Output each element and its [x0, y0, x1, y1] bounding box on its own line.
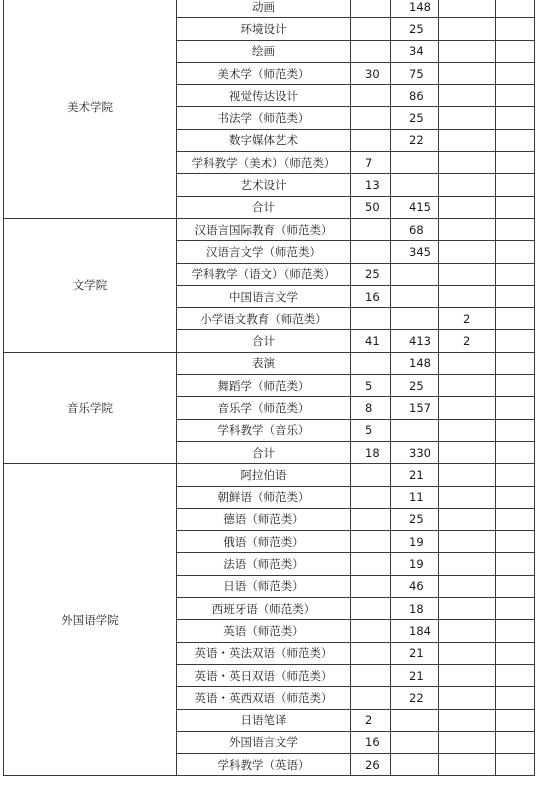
count-cell-2	[391, 754, 439, 776]
major-name-cell: 汉语言国际教育（师范类）	[177, 218, 351, 240]
empty-cell	[496, 598, 535, 620]
count-cell-1	[351, 308, 391, 330]
empty-cell	[496, 664, 535, 686]
major-name-cell: 艺术设计	[177, 174, 351, 196]
count-cell-1	[351, 620, 391, 642]
count-cell-3	[439, 620, 496, 642]
empty-cell	[496, 486, 535, 508]
major-name-cell: 学科教学（英语）	[177, 754, 351, 776]
count-cell-1	[351, 241, 391, 263]
count-cell-1: 41	[351, 330, 391, 352]
empty-cell	[496, 731, 535, 753]
empty-cell	[496, 754, 535, 776]
major-name-cell: 学科教学（音乐）	[177, 419, 351, 441]
count-cell-2	[391, 285, 439, 307]
count-cell-3	[439, 397, 496, 419]
count-cell-1	[351, 553, 391, 575]
empty-cell	[496, 241, 535, 263]
count-cell-2: 11	[391, 486, 439, 508]
count-cell-1	[351, 575, 391, 597]
subtotal-label-cell: 合计	[177, 441, 351, 463]
count-cell-2: 157	[391, 397, 439, 419]
count-cell-2: 22	[391, 687, 439, 709]
count-cell-1	[351, 664, 391, 686]
major-name-cell: 视觉传达设计	[177, 85, 351, 107]
college-name-cell: 文学院	[4, 218, 177, 352]
subtotal-label-cell: 合计	[177, 196, 351, 218]
empty-cell	[496, 375, 535, 397]
count-cell-2	[391, 174, 439, 196]
empty-cell	[496, 642, 535, 664]
empty-cell	[496, 508, 535, 530]
count-cell-1	[351, 531, 391, 553]
count-cell-3	[439, 129, 496, 151]
empty-cell	[496, 553, 535, 575]
count-cell-2: 68	[391, 218, 439, 240]
major-name-cell: 日语笔译	[177, 709, 351, 731]
empty-cell	[496, 575, 535, 597]
major-name-cell: 汉语言文学（师范类）	[177, 241, 351, 263]
empty-cell	[496, 285, 535, 307]
count-cell-2: 148	[391, 0, 439, 18]
major-name-cell: 学科教学（语文）（师范类）	[177, 263, 351, 285]
major-name-cell: 舞蹈学（师范类）	[177, 375, 351, 397]
major-name-cell: 阿拉伯语	[177, 464, 351, 486]
major-name-cell: 书法学（师范类）	[177, 107, 351, 129]
count-cell-1	[351, 129, 391, 151]
count-cell-3	[439, 0, 496, 18]
empty-cell	[496, 308, 535, 330]
count-cell-2: 413	[391, 330, 439, 352]
empty-cell	[496, 330, 535, 352]
count-cell-3	[439, 575, 496, 597]
count-cell-3	[439, 419, 496, 441]
empty-cell	[496, 464, 535, 486]
count-cell-1	[351, 0, 391, 18]
count-cell-1: 5	[351, 375, 391, 397]
major-name-cell: 音乐学（师范类）	[177, 397, 351, 419]
count-cell-2: 345	[391, 241, 439, 263]
empty-cell	[496, 397, 535, 419]
count-cell-2: 34	[391, 40, 439, 62]
count-cell-3	[439, 553, 496, 575]
count-cell-3	[439, 241, 496, 263]
count-cell-1	[351, 352, 391, 374]
empty-cell	[496, 419, 535, 441]
count-cell-3	[439, 486, 496, 508]
count-cell-1	[351, 85, 391, 107]
count-cell-3	[439, 464, 496, 486]
count-cell-2: 184	[391, 620, 439, 642]
empty-cell	[496, 620, 535, 642]
count-cell-1	[351, 687, 391, 709]
empty-cell	[496, 687, 535, 709]
empty-cell	[496, 129, 535, 151]
count-cell-1: 25	[351, 263, 391, 285]
major-name-cell: 德语（师范类）	[177, 508, 351, 530]
major-name-cell: 数字媒体艺术	[177, 129, 351, 151]
count-cell-3	[439, 598, 496, 620]
subtotal-label-cell: 合计	[177, 330, 351, 352]
count-cell-2: 22	[391, 129, 439, 151]
empty-cell	[496, 152, 535, 174]
count-cell-3	[439, 18, 496, 40]
major-name-cell: 英语・英日双语（师范类）	[177, 664, 351, 686]
empty-cell	[496, 531, 535, 553]
count-cell-3	[439, 196, 496, 218]
count-cell-1: 13	[351, 174, 391, 196]
count-cell-1	[351, 486, 391, 508]
count-cell-1	[351, 40, 391, 62]
count-cell-2	[391, 709, 439, 731]
count-cell-3	[439, 218, 496, 240]
empty-cell	[496, 196, 535, 218]
count-cell-3	[439, 664, 496, 686]
count-cell-2: 25	[391, 107, 439, 129]
empty-cell	[496, 85, 535, 107]
count-cell-1: 26	[351, 754, 391, 776]
major-name-cell: 日语（师范类）	[177, 575, 351, 597]
count-cell-2	[391, 419, 439, 441]
count-cell-3: 2	[439, 308, 496, 330]
table-row	[4, 218, 535, 240]
count-cell-1	[351, 642, 391, 664]
count-cell-1: 5	[351, 419, 391, 441]
count-cell-3	[439, 687, 496, 709]
count-cell-3	[439, 441, 496, 463]
count-cell-3	[439, 531, 496, 553]
count-cell-2: 25	[391, 508, 439, 530]
major-name-cell: 表演	[177, 352, 351, 374]
count-cell-2	[391, 731, 439, 753]
count-cell-3: 2	[439, 330, 496, 352]
count-cell-3	[439, 508, 496, 530]
count-cell-2: 25	[391, 18, 439, 40]
empty-cell	[496, 263, 535, 285]
empty-cell	[496, 107, 535, 129]
count-cell-1	[351, 464, 391, 486]
count-cell-2	[391, 152, 439, 174]
empty-cell	[496, 40, 535, 62]
count-cell-3	[439, 642, 496, 664]
count-cell-2: 19	[391, 531, 439, 553]
count-cell-3	[439, 174, 496, 196]
count-cell-3	[439, 62, 496, 84]
count-cell-2: 46	[391, 575, 439, 597]
major-name-cell: 英语（师范类）	[177, 620, 351, 642]
count-cell-1: 18	[351, 441, 391, 463]
college-name-cell: 美术学院	[4, 0, 177, 218]
major-name-cell: 英语・英西双语（师范类）	[177, 687, 351, 709]
major-name-cell: 学科教学（美术）（师范类）	[177, 152, 351, 174]
empty-cell	[496, 441, 535, 463]
count-cell-2: 75	[391, 62, 439, 84]
count-cell-1	[351, 598, 391, 620]
count-cell-1: 8	[351, 397, 391, 419]
major-name-cell: 朝鲜语（师范类）	[177, 486, 351, 508]
count-cell-2	[391, 263, 439, 285]
count-cell-1: 30	[351, 62, 391, 84]
count-cell-1: 50	[351, 196, 391, 218]
count-cell-3	[439, 152, 496, 174]
count-cell-3	[439, 263, 496, 285]
major-name-cell: 环境设计	[177, 18, 351, 40]
count-cell-2: 21	[391, 664, 439, 686]
count-cell-2: 21	[391, 464, 439, 486]
count-cell-3	[439, 40, 496, 62]
count-cell-2: 18	[391, 598, 439, 620]
major-name-cell: 法语（师范类）	[177, 553, 351, 575]
count-cell-1	[351, 18, 391, 40]
major-name-cell: 英语・英法双语（师范类）	[177, 642, 351, 664]
empty-cell	[496, 18, 535, 40]
college-name-cell: 外国语学院	[4, 464, 177, 776]
count-cell-1: 16	[351, 285, 391, 307]
major-name-cell: 绘画	[177, 40, 351, 62]
count-cell-1: 2	[351, 709, 391, 731]
count-cell-3	[439, 352, 496, 374]
table-row	[4, 464, 535, 486]
count-cell-2: 21	[391, 642, 439, 664]
count-cell-3	[439, 709, 496, 731]
empty-cell	[496, 174, 535, 196]
count-cell-2: 25	[391, 375, 439, 397]
count-cell-3	[439, 85, 496, 107]
count-cell-3	[439, 731, 496, 753]
count-cell-2: 148	[391, 352, 439, 374]
major-name-cell: 外国语言文学	[177, 731, 351, 753]
count-cell-3	[439, 285, 496, 307]
count-cell-2: 86	[391, 85, 439, 107]
major-name-cell: 俄语（师范类）	[177, 531, 351, 553]
count-cell-1: 16	[351, 731, 391, 753]
empty-cell	[496, 218, 535, 240]
count-cell-2	[391, 308, 439, 330]
major-name-cell: 中国语言文学	[177, 285, 351, 307]
table-row	[4, 0, 535, 18]
count-cell-2: 19	[391, 553, 439, 575]
count-cell-1	[351, 508, 391, 530]
table-body	[4, 0, 535, 776]
count-cell-2: 415	[391, 196, 439, 218]
table-row	[4, 352, 535, 374]
count-cell-3	[439, 375, 496, 397]
major-name-cell: 小学语文教育（师范类）	[177, 308, 351, 330]
empty-cell	[496, 62, 535, 84]
count-cell-3	[439, 107, 496, 129]
count-cell-1: 7	[351, 152, 391, 174]
count-cell-2: 330	[391, 441, 439, 463]
enrollment-table	[3, 0, 535, 776]
major-name-cell: 西班牙语（师范类）	[177, 598, 351, 620]
major-name-cell: 动画	[177, 0, 351, 18]
empty-cell	[496, 0, 535, 18]
major-name-cell: 美术学（师范类）	[177, 62, 351, 84]
college-name-cell: 音乐学院	[4, 352, 177, 463]
count-cell-1	[351, 218, 391, 240]
empty-cell	[496, 709, 535, 731]
count-cell-3	[439, 754, 496, 776]
count-cell-1	[351, 107, 391, 129]
empty-cell	[496, 352, 535, 374]
